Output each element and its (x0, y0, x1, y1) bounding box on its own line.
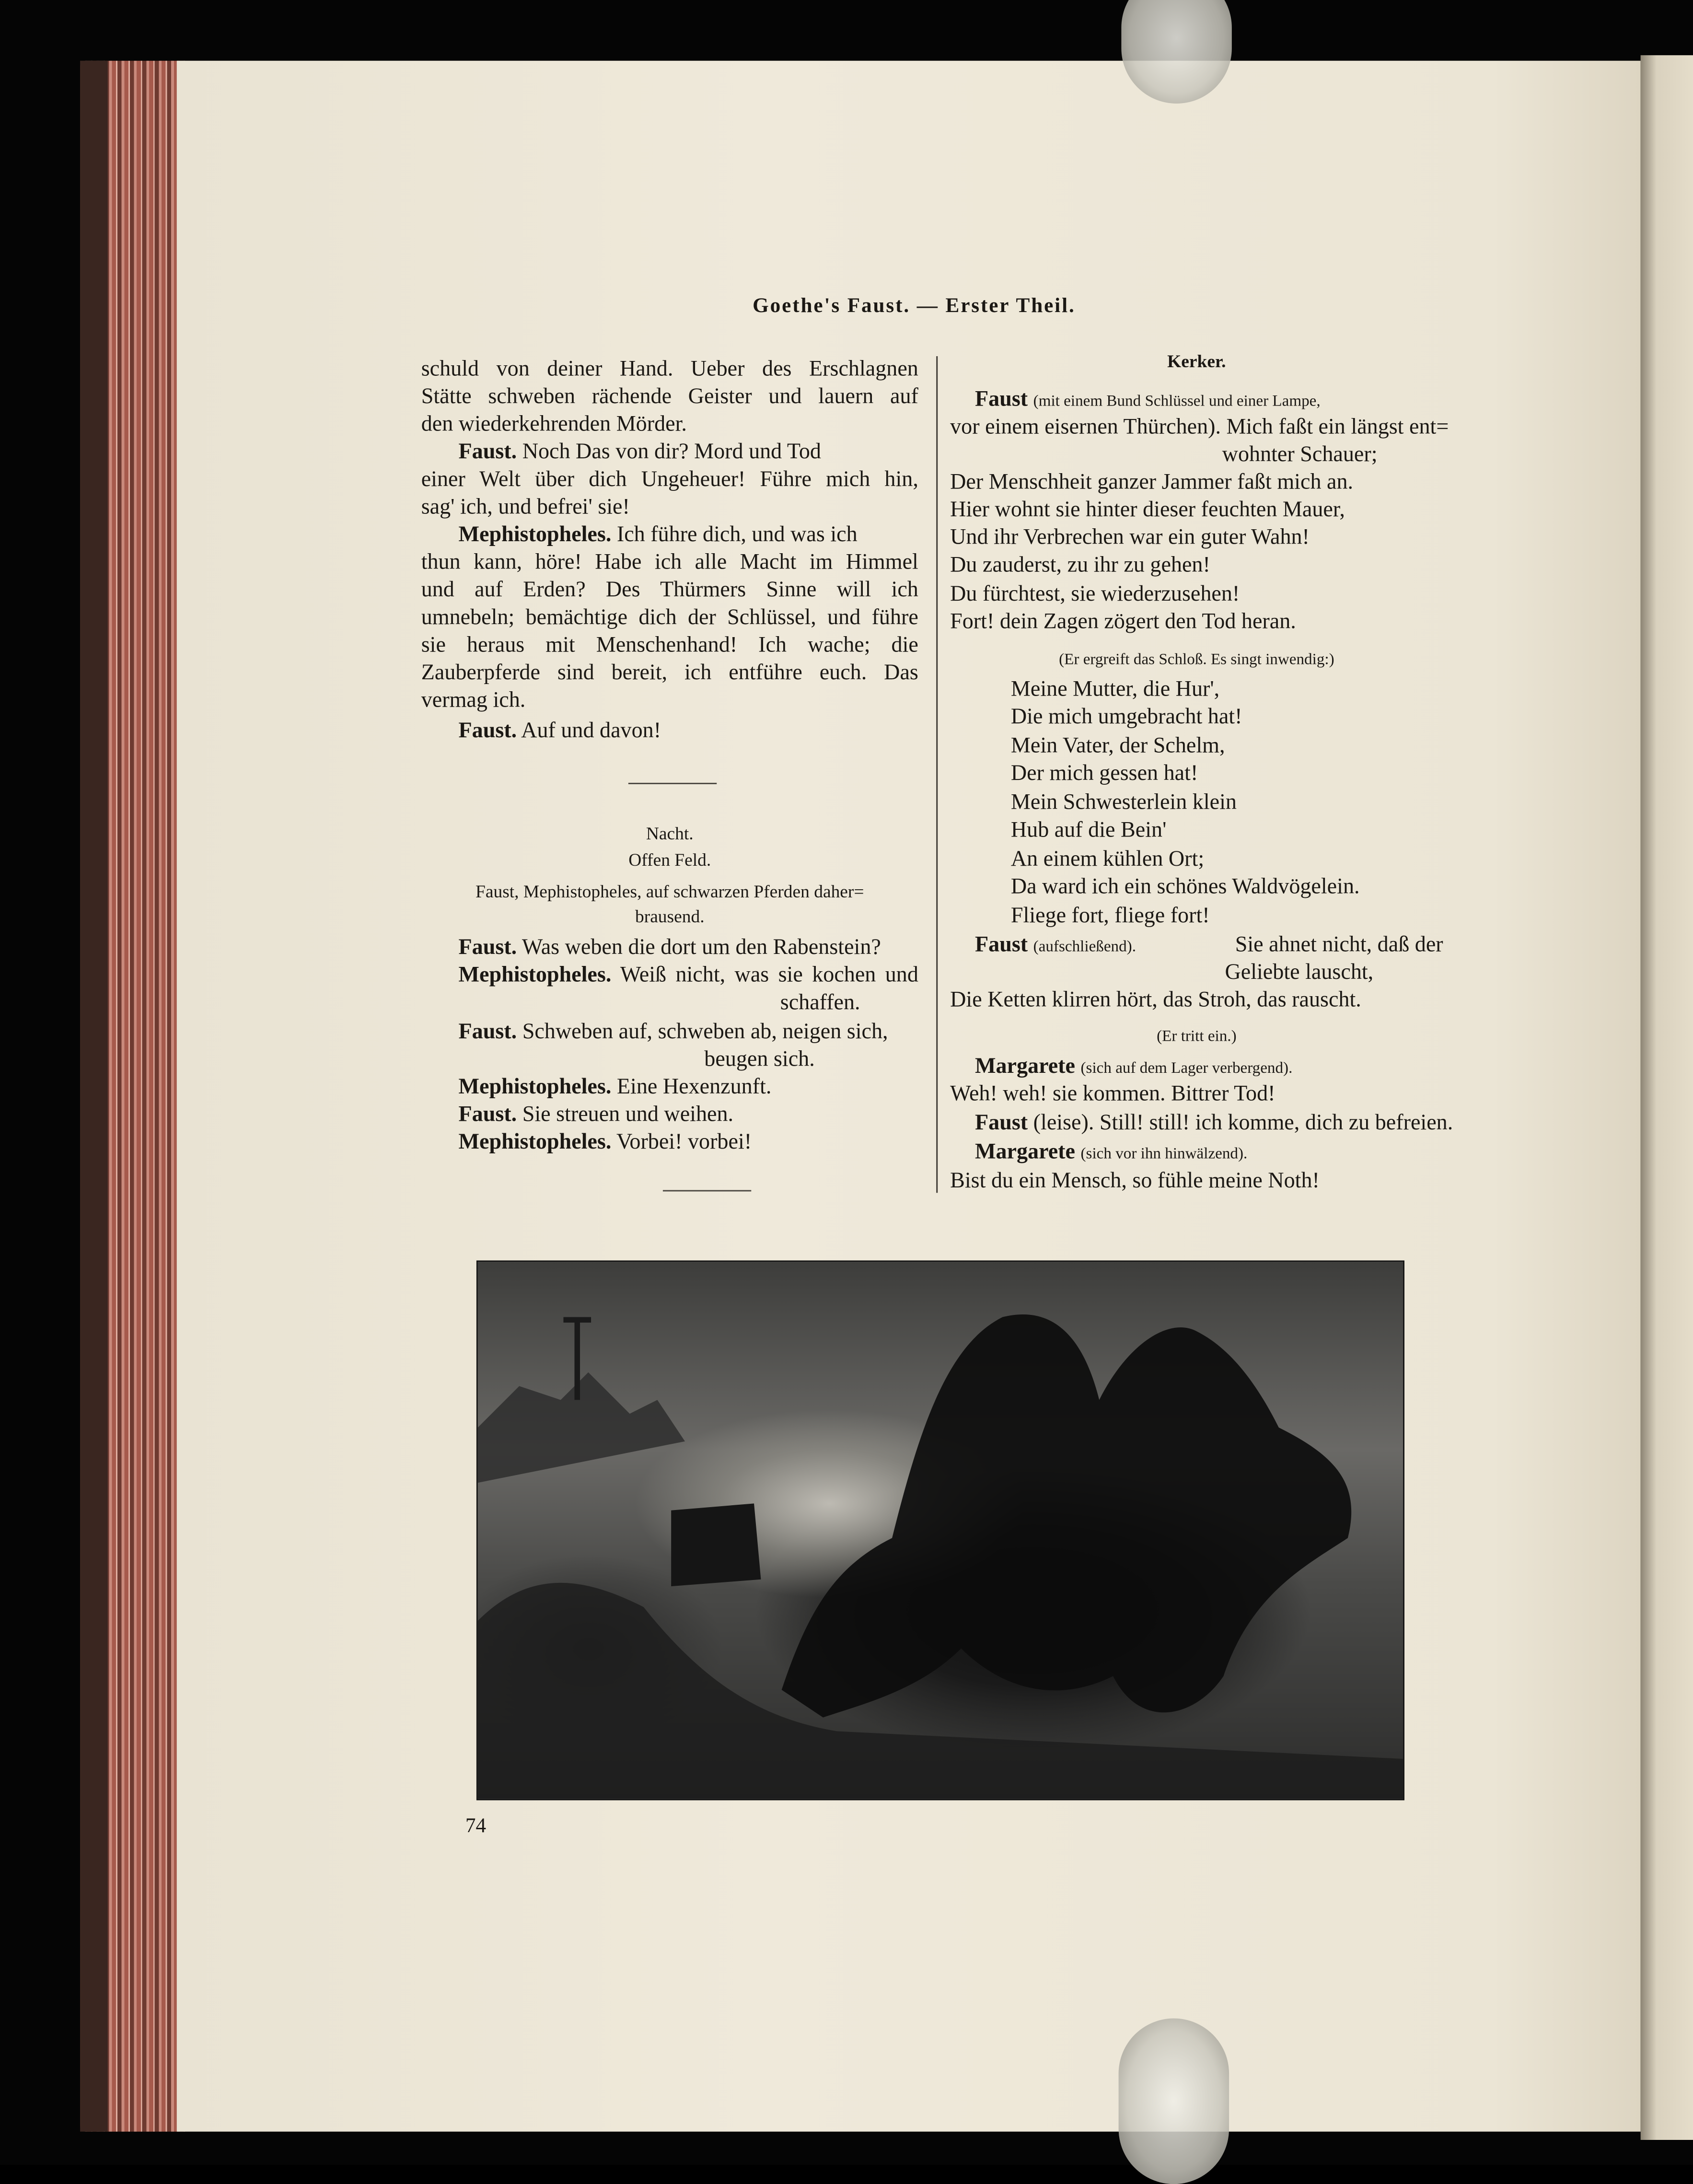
speech (458, 439, 918, 467)
book-cover-edge (80, 61, 108, 2132)
stage-direction: (Er tritt ein.) (1157, 1028, 1237, 1046)
song-line: Die mich umgebracht hat! (1010, 705, 1242, 729)
facing-page-edge (1641, 55, 1693, 2140)
text-line: vermag ich. (421, 689, 526, 713)
speech (975, 386, 1443, 415)
speech (458, 1019, 888, 1046)
running-header: Goethe's Faust. — Erster Theil. (753, 295, 1076, 318)
text-line: Und ihr Verbrechen war ein guter Wahn! (950, 526, 1310, 550)
text-line: Eine Hexenzunft. (616, 1075, 772, 1099)
text-line: sag' ich, und befrei' sie! (421, 495, 630, 519)
song-line: Meine Mutter, die Hur', (1010, 678, 1220, 702)
speaker-name: Mephistopheles. (458, 1130, 612, 1154)
page-clip-bottom (1119, 2019, 1229, 2184)
text-line: Auf und davon! (521, 719, 661, 743)
speaker-name: Faust. (458, 719, 517, 743)
scene-place: Offen Feld. (628, 849, 711, 870)
text-line: Die Ketten klirren hört, das Stroh, das rauscht. (950, 988, 1361, 1012)
song-line: Hub auf die Bein' (1010, 818, 1167, 842)
text-line: Bist du ein Mensch, so fühle meine Noth! (950, 1169, 1320, 1193)
song-line: Da ward ich ein schönes Waldvögelein. (1010, 875, 1360, 899)
song-line: Mein Vater, der Schelm, (1010, 734, 1225, 758)
speaker-name: Mephistopheles. (458, 964, 612, 987)
stage-direction: (mit einem Bund Schlüssel und einer Lampe, (1033, 393, 1321, 410)
text-line: Weh! weh! sie kommen. Bittrer Tod! (950, 1082, 1276, 1106)
speaker-name: Mephistopheles. (458, 1075, 612, 1099)
stage-direction: (Er ergreift das Schloß. Es singt inwendig:) (1059, 651, 1334, 668)
scene-title: Kerker. (1167, 350, 1226, 372)
text-line: Geliebte lauscht, (1225, 961, 1374, 985)
speech (458, 522, 857, 550)
speaker-name: Faust (974, 1111, 1028, 1135)
speaker-name: Faust (974, 388, 1028, 412)
speech (458, 962, 918, 990)
text-line: Vorbei! vorbei! (616, 1130, 752, 1154)
song-line: An einem kühlen Ort; (1010, 848, 1205, 871)
song-line: Der mich gessen hat! (1010, 762, 1198, 786)
speaker-name: Faust. (458, 1103, 517, 1127)
text-line: beugen sich. (704, 1047, 815, 1071)
text-line: schaffen. (780, 991, 860, 1015)
text-line: einer Welt über dich Ungeheuer! Führe mich hin, (421, 468, 918, 492)
text-line: Zauberpferde sind bereit, ich entführe euch. Das (421, 661, 918, 685)
speech (458, 1102, 733, 1129)
speaker-name: Margarete (974, 1140, 1075, 1164)
text-line: umnebeln; bemächtige dich der Schlüssel, und führe (421, 606, 918, 630)
text-line: (leise). Still! still! ich komme, dich zu befreien. (1033, 1111, 1453, 1135)
speaker-name: Mephistopheles. (458, 523, 612, 547)
stage-direction: (sich auf dem Lager verbergend). (1080, 1060, 1293, 1077)
text-line: Sie ahnet nicht, daß der (1235, 933, 1443, 957)
stage-direction: brausend. (635, 906, 705, 927)
speech (975, 1110, 1453, 1138)
song-line: Fliege fort, fliege fort! (1010, 904, 1210, 928)
speaker-name: Margarete (974, 1055, 1075, 1079)
text-line: sie heraus mit Menschenhand! Ich wache; die (421, 633, 918, 657)
scene-title: Nacht. (646, 823, 694, 844)
text-line: und auf Erden? Des Thürmers Sinne will ich (421, 578, 918, 602)
speech (458, 1074, 771, 1102)
column-rule (936, 356, 938, 1193)
stage-direction: Faust, Mephistopheles, auf schwarzen Pferden daher= (475, 881, 864, 902)
text-line: Fort! dein Zagen zögert den Tod heran. (950, 610, 1296, 634)
text-line: Du fürchtest, sie wiederzusehen! (950, 582, 1240, 606)
speech (458, 718, 661, 746)
text-line: Schweben auf, schweben ab, neigen sich, (522, 1020, 888, 1044)
text-line: schuld von deiner Hand. Ueber des Erschlagnen (421, 357, 918, 381)
song-line: Mein Schwesterlein klein (1010, 791, 1237, 815)
speaker-name: Faust. (458, 440, 517, 464)
speaker-name: Faust. (458, 1020, 517, 1044)
speech (458, 1129, 752, 1157)
text-line: thun kann, höre! Habe ich alle Macht im Himmel (421, 551, 918, 575)
text-line: Der Menschheit ganzer Jammer faßt mich an. (950, 471, 1354, 495)
stage-direction: (sich vor ihn hinwälzend). (1080, 1146, 1248, 1162)
page-number: 74 (465, 1815, 487, 1838)
riders-silhouette (478, 1262, 1403, 1799)
speaker-name: Faust (974, 933, 1028, 957)
text-line: Hier wohnt sie hinter dieser feuchten Mauer, (950, 498, 1345, 522)
text-line: Sie streuen und weihen. (522, 1103, 734, 1127)
text-line: Was weben die dort um den Rabenstein? (522, 936, 881, 960)
speech (975, 932, 1443, 961)
text-line: wohnter Schauer; (1222, 443, 1378, 467)
speaker-name: Faust. (458, 936, 517, 960)
text-line: Du zauderst, zu ihr zu gehen! (950, 553, 1210, 577)
section-divider (663, 1190, 751, 1192)
text-line: den wiederkehrenden Mörder. (421, 413, 687, 437)
engraving-illustration (476, 1260, 1404, 1800)
text-line: vor einem eisernen Thürchen). Mich faßt ein längst ent= (950, 415, 1449, 439)
speech (975, 1053, 1292, 1082)
text-line: Weiß nicht, was sie kochen und (620, 964, 918, 987)
text-line: Noch Das von dir? Mord und Tod (522, 440, 821, 464)
speech (975, 1139, 1247, 1168)
speech (458, 935, 881, 963)
text-line: Stätte schweben rächende Geister und lauern auf (421, 385, 918, 409)
section-divider (628, 783, 717, 784)
text-line: Ich führe dich, und was ich (616, 523, 858, 547)
stage-direction: (aufschließend). (1033, 939, 1136, 955)
